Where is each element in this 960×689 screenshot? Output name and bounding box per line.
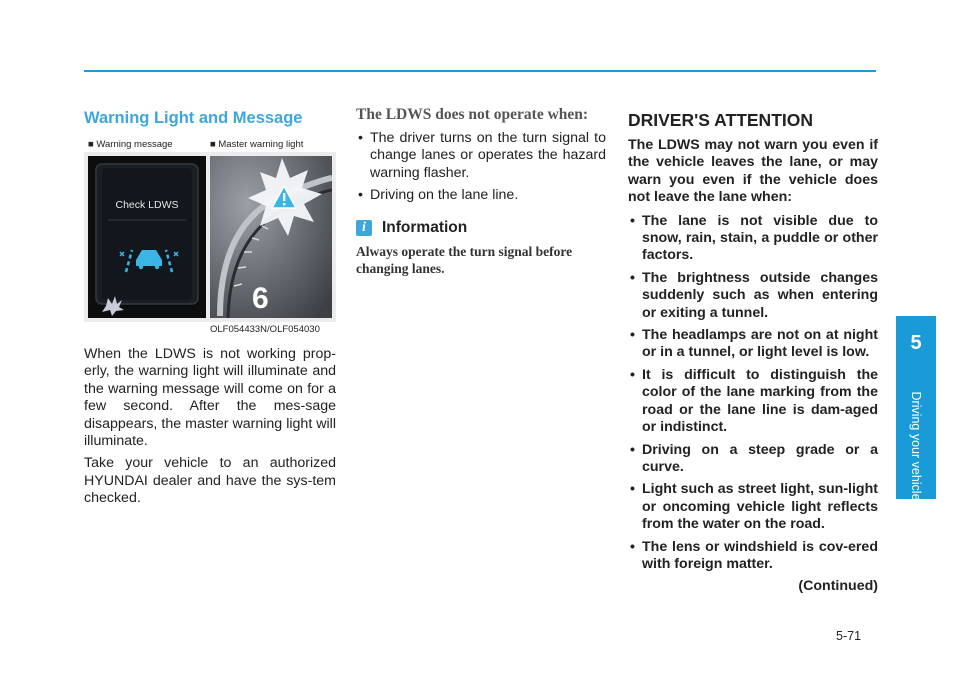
list-item: • Driving on a steep grade or a curve. [630,441,878,475]
list-item-text: Driving on a steep grade or a curve. [642,441,878,475]
gauge-graphic [210,156,332,318]
attention-list [628,213,878,574]
drivers-attention-title: DRIVER'S ATTENTION [628,110,813,130]
list-item: • Light such as street light, sun-light or oncoming vehicle light reflects from the water on the road. [630,481,878,533]
figure-labels [84,139,336,153]
list-item-text: The brightness outside changes suddenly such as when entering or exiting a tunnel. [642,269,878,321]
paragraph: Take your vehicle to an authorized HYUNDAI dealer and have the sys-tem checked. [84,455,336,507]
warning-message-panel [88,156,206,318]
warning-message-label: ■ Warning message [88,139,173,150]
figure-caption: OLF054433N/OLF054030 [210,324,320,335]
ldws-not-operate-heading: The LDWS does not operate when: [356,106,589,123]
list-item-text: The headlamps are not on at night or in a tunnel, or light level is low. [642,327,878,361]
info-icon: i [356,220,372,236]
information-header [356,219,606,237]
screen-message: Check LDWS [115,199,179,211]
list-item-text: It is difficult to distinguish the color of the lane marking from the road or the lane line is dam-aged or indistinct. [642,366,878,436]
list-item-text: Light such as street light, sun-light or oncoming vehicle light reflects from the water on the road. [642,481,878,533]
list-item: • Driving on the lane line. [358,187,519,204]
section-title: Warning Light and Message [84,109,303,127]
list-item: • The lens or windshield is cov-ered with foreign matter. [630,538,878,572]
page-number: 5-71 [836,629,862,643]
drivers-attention-intro: The LDWS may not warn you even if the vehicle leaves the lane, or may warn you even if the vehicle does not leave the lane when: [628,137,878,206]
top-rule [84,70,876,72]
master-warning-light-label: ■ Master warning light [210,139,304,150]
list-item: • It is difficult to distinguish the color of the lane marking from the road or the lane line is dam-aged or indistinct. [630,366,878,436]
cluster-display-graphic [88,156,206,318]
continued-label: (Continued) [798,578,878,595]
gauge-number: 6 [252,282,269,315]
list-item-text: Driving on the lane line. [370,187,519,204]
list-item: • The brightness outside changes suddenly such as when entering or exiting a tunnel. [630,269,878,321]
list-item-text: The lane is not visible due to snow, rain, stain, a puddle or other factors. [642,212,878,264]
list-item-text: The driver turns on the turn signal to change lanes or operates the hazard warning flasher. [370,130,606,181]
list-item-text: The lens or windshield is cov-ered with foreign matter. [642,538,878,572]
chapter-number: 5 [910,332,922,354]
chapter-label: Driving your vehicle [909,391,923,501]
left-body [84,346,336,513]
right-column [628,110,878,594]
chapter-tab [896,316,936,499]
middle-column [356,106,606,277]
list-item: • The driver turns on the turn signal to change lanes or operates the hazard warning flasher. [358,130,606,181]
list-item: • The headlamps are not on at night or in a tunnel, or light level is low. [630,327,878,361]
figure [84,152,336,322]
list-item: • The lane is not visible due to snow, rain, stain, a puddle or other factors. [630,212,878,264]
not-operate-list [356,130,606,205]
information-text: Always operate the turn signal before changing lanes. [356,243,573,276]
information-title: Information [382,218,468,236]
paragraph: When the LDWS is not working prop-erly, the warning light will illuminate and the warning message will come on for a few second. After the mes-sage disappears, the master warning light will illuminate. [84,346,336,450]
master-warning-panel [210,156,332,318]
